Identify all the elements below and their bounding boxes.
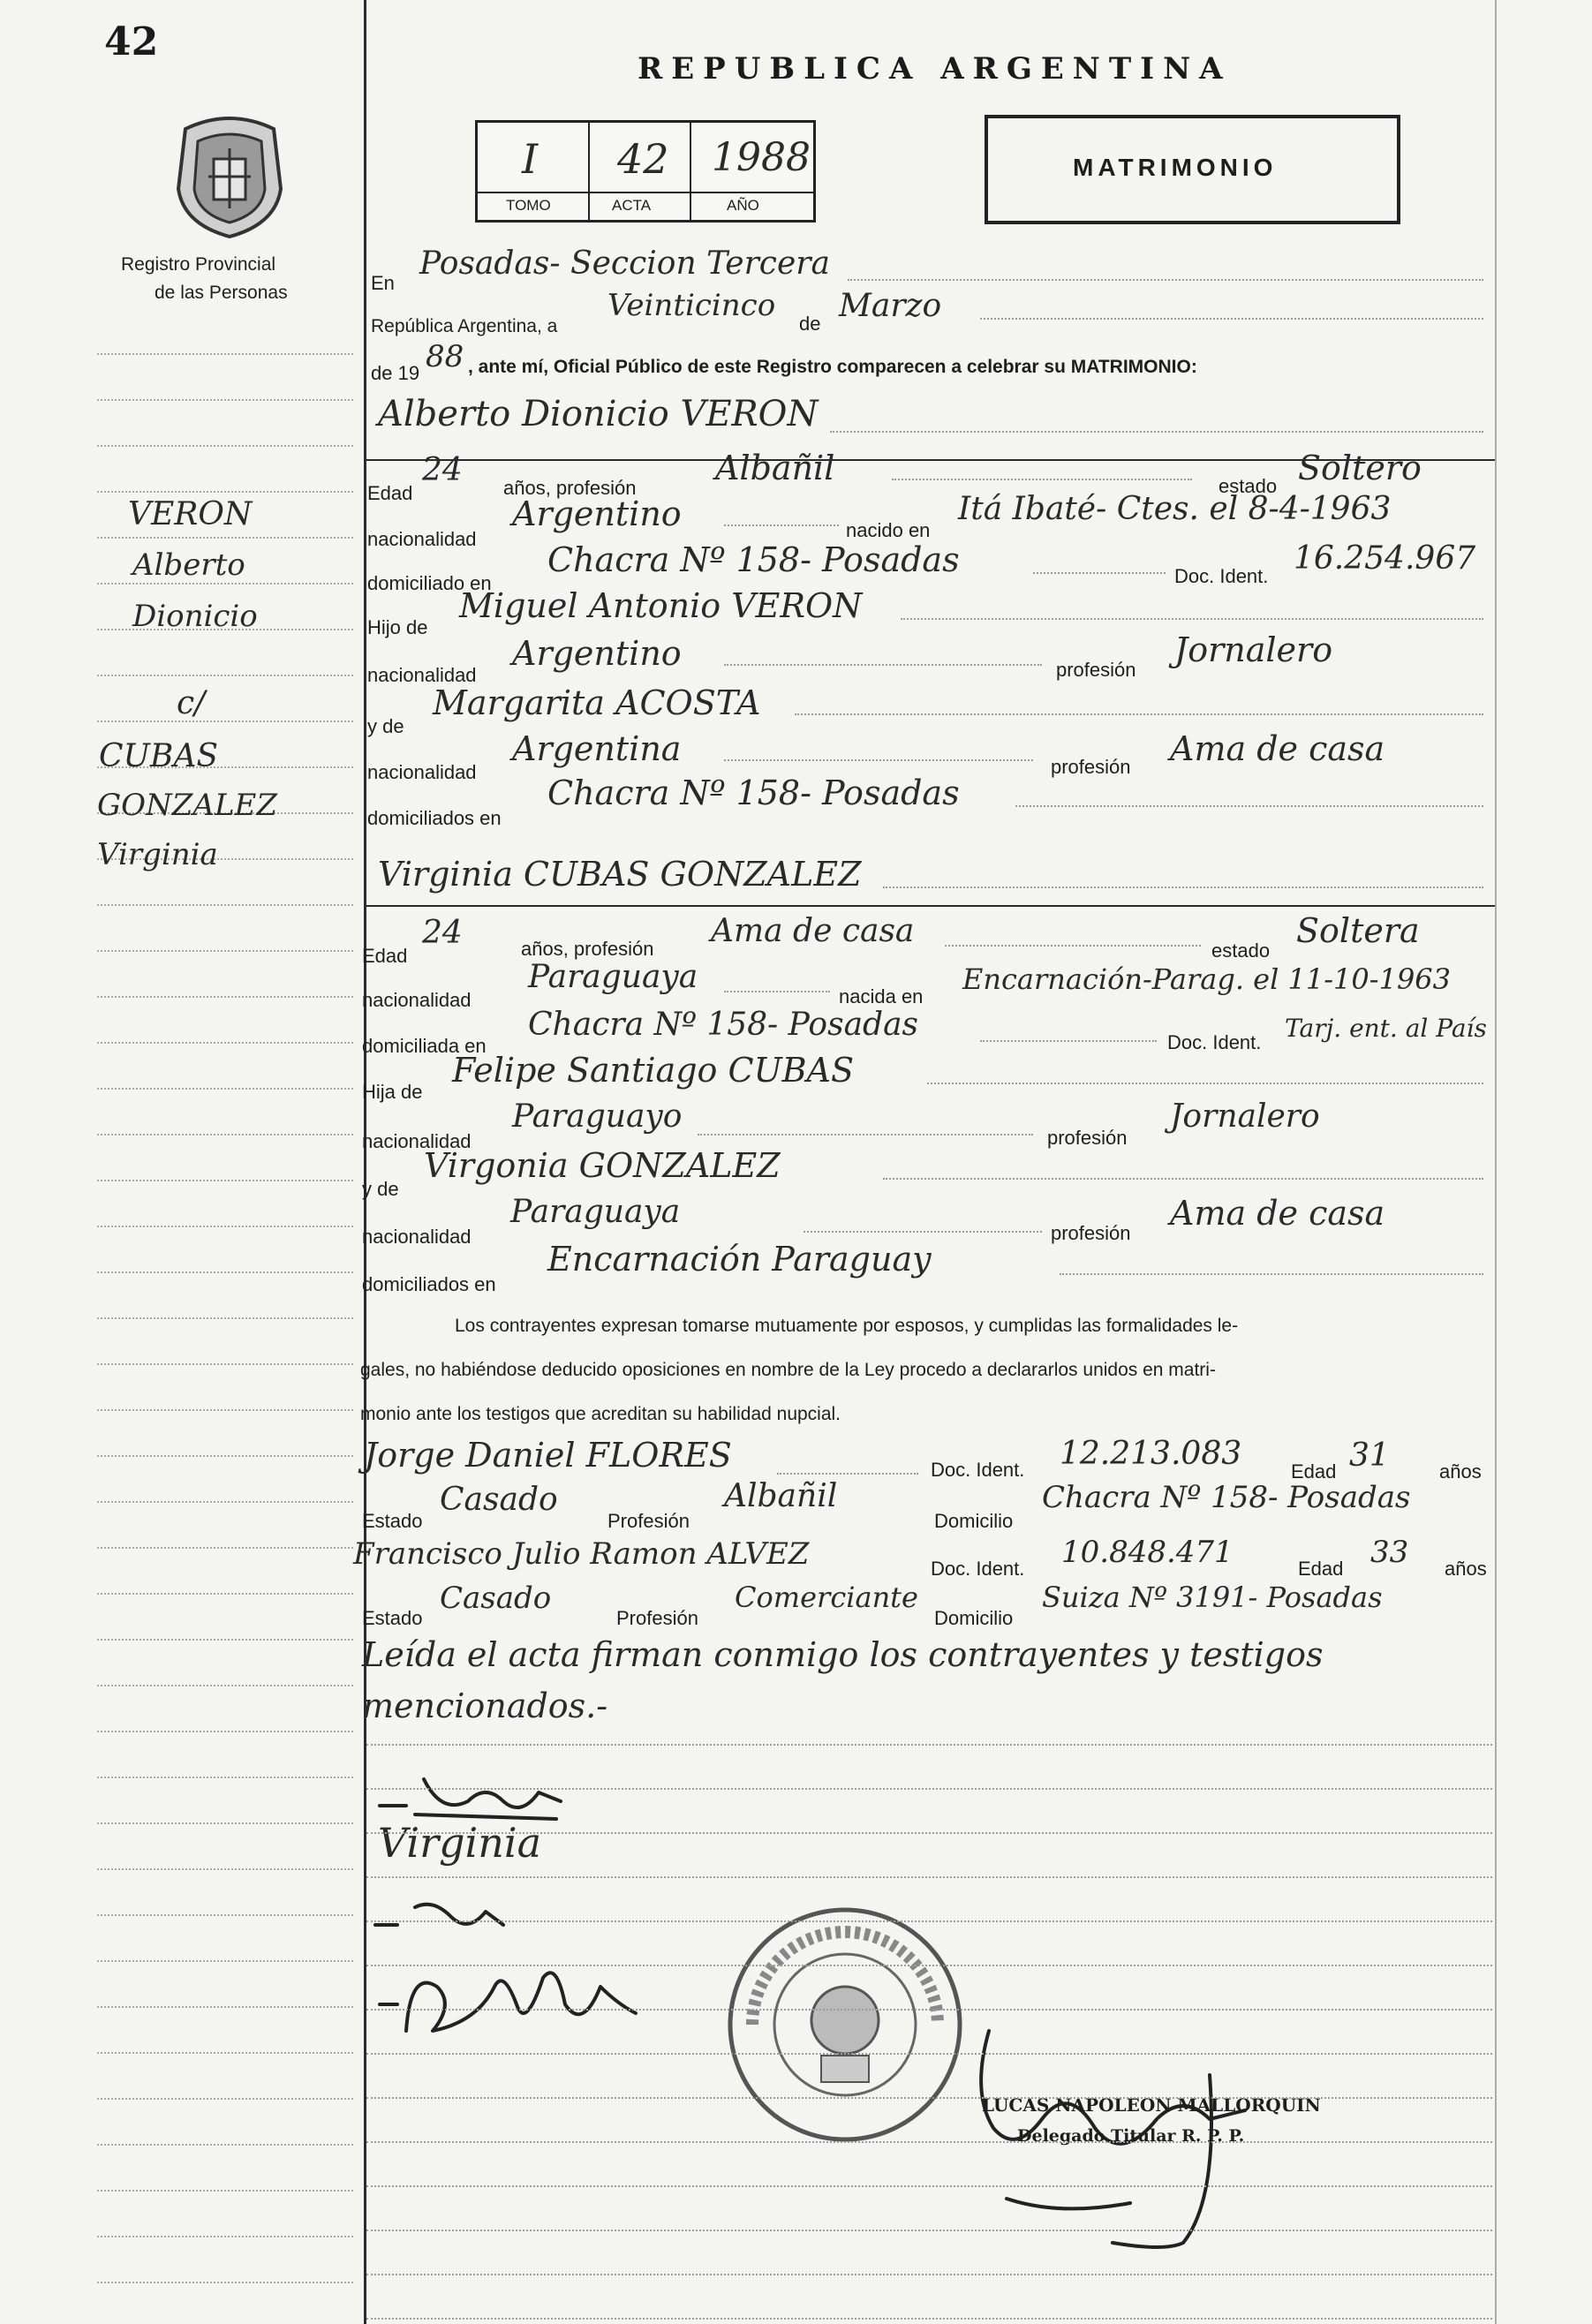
witness1-edad-label: Edad [1291,1460,1337,1483]
witness2-edad-label: Edad [1298,1558,1344,1580]
witness2-profession: Comerciante [735,1581,918,1614]
republica-label: República Argentina, a [371,316,558,336]
witness2-age: 33 [1370,1535,1409,1570]
groom-nacido-label: nacido en [846,519,931,541]
groom-edad-label: Edad [367,482,413,504]
margin-ruling [97,950,353,952]
margin-ruling [97,675,353,676]
bride-father-nat: Paraguayo [512,1098,683,1135]
bride-name: Virginia CUBAS GONZALEZ [378,855,862,894]
margin-ruling [97,1042,353,1044]
groom-mother-prof-label: profesión [1051,756,1131,778]
witness1-doc-label: Doc. Ident. [931,1459,1025,1481]
margin-ruling [97,1226,353,1227]
country-title: REPUBLICA ARGENTINA [638,51,1232,87]
witness1-anos-label: años [1439,1460,1482,1483]
bride-mother-prof-label: profesión [1051,1222,1131,1244]
margin-ruling [97,2190,353,2192]
margin-ruling [97,491,353,493]
body-ruling [366,2274,1492,2275]
bride-parents-address: Encarnación Paraguay [547,1240,932,1279]
bride-born: Encarnación-Parag. el 11-10-1963 [962,962,1452,996]
margin-note-5: CUBAS [99,738,218,774]
margin-note-7: Virginia [97,837,218,872]
witness2-anos-label: años [1445,1558,1487,1580]
official-stamp-icon [717,1897,973,2153]
margin-note-6: GONZALEZ [97,788,277,823]
acta-value: 42 [617,135,669,183]
act-type-box [985,115,1400,224]
witness1-prof-label: Profesión [607,1510,690,1532]
bride-dom-label: domiciliada en [362,1035,487,1057]
bride-nac-label: nacionalidad [362,989,472,1011]
margin-ruling [97,721,353,722]
official-name: LUCAS NAPOLEON MALLORQUIN [982,2094,1321,2116]
margin-ruling [97,353,353,355]
groom-estado: Soltero [1298,449,1422,487]
bride-estado: Soltera [1296,911,1420,950]
margin-ruling [97,1960,353,1962]
margin-ruling [97,1271,353,1273]
groom-nationality: Argentino [512,494,682,533]
anio-value: 1988 [712,135,811,180]
groom-doc-label: Doc. Ident. [1174,565,1269,587]
place-value: Posadas- Seccion Tercera [419,245,830,282]
margin-ruling [97,1731,353,1732]
margin-ruling [97,1639,353,1641]
body-ruling [366,2053,1492,2055]
month-value: Marzo [839,288,942,324]
groom-mother-nac-label: nacionalidad [367,761,477,783]
bride-nationality: Paraguaya [528,959,698,995]
body-ruling [366,1920,1492,1922]
official-title: Delegado Titular R. P. P. [1017,2126,1245,2146]
groom-father-prof: Jornalero [1174,630,1333,669]
declaration-line3: monio ante los testigos que acreditan su habilidad nupcial. [360,1404,841,1424]
margin-ruling [97,399,353,401]
margin-ruling [97,1134,353,1136]
page-number: 42 [104,19,159,64]
body-ruling [366,2009,1492,2011]
margin-ruling [97,537,353,539]
margin-ruling [97,2236,353,2237]
witness1-address: Chacra Nº 158- Posadas [1042,1480,1411,1515]
bride-age: 24 [422,915,463,951]
margin-ruling [97,445,353,447]
witness1-profession: Albañil [724,1478,838,1514]
groom-parents-address: Chacra Nº 158- Posadas [547,773,960,812]
body-ruling [366,1744,1492,1746]
witness2-estado: Casado [440,1581,552,1616]
bride-yde-label: y de [362,1178,399,1200]
tomo-label: TOMO [506,197,551,214]
groom-born: Itá Ibaté- Ctes. el 8-4-1963 [958,491,1392,527]
bride-nacida-label: nacida en [839,985,924,1007]
bride-anos-profesion-label: años, profesión [521,938,654,960]
groom-dom-label: domiciliado en [367,572,492,594]
margin-ruling [97,1777,353,1778]
margin-ruling [97,1363,353,1365]
groom-yde-label: y de [367,715,404,737]
witness2-doc: 10.848.471 [1061,1535,1234,1570]
bride-estado-label: estado [1211,939,1271,962]
margin-ruling [97,2052,353,2054]
bride-edad-label: Edad [362,945,408,967]
margin-note-2: Alberto [132,547,245,583]
witness1-estado: Casado [440,1482,558,1518]
bride-mother-nac-label: nacionalidad [362,1226,472,1248]
bride-father: Felipe Santiago CUBAS [452,1051,854,1090]
witness2-address: Suiza Nº 3191- Posadas [1042,1581,1383,1614]
groom-age: 24 [422,452,463,488]
en-label: En [371,272,395,294]
witness2-prof-label: Profesión [616,1607,698,1629]
margin-ruling [97,1593,353,1595]
margin-ruling [97,1685,353,1686]
bride-profession: Ama de casa [711,913,915,949]
margin-ruling [97,583,353,585]
margin-ruling [97,1822,353,1824]
margin-ruling [97,2144,353,2146]
margin-ruling [97,1317,353,1319]
body-ruling [366,2097,1492,2099]
bride-father-prof: Jornalero [1170,1098,1320,1135]
groom-profession: Albañil [715,449,835,487]
bride-mother-nat: Paraguaya [510,1194,681,1230]
bride-mother-prof: Ama de casa [1170,1194,1385,1233]
bride-section-divider [364,905,1495,907]
bride-address: Chacra Nº 158- Posadas [528,1007,919,1043]
year-prefix: de 19 [371,362,420,384]
closing-line2: mencionados.- [362,1686,608,1725]
groom-nac-label: nacionalidad [367,528,477,550]
groom-doc: 16.254.967 [1294,540,1476,577]
declaration-line2: gales, no habiéndose deducido oposiciones en nombre de la Ley procedo a declararlos unidos en matri- [360,1360,1216,1380]
bride-father-prof-label: profesión [1047,1127,1128,1149]
tomo-value: I [522,135,539,183]
witness1-dom-label: Domicilio [934,1510,1014,1532]
groom-father-nat: Argentino [512,634,682,673]
groom-anos-profesion-label: años, profesión [503,477,637,499]
body-ruling [366,2318,1492,2320]
margin-ruling [97,1547,353,1549]
margin-ruling [97,1455,353,1457]
bride-parents-dom-label: domiciliados en [362,1273,496,1295]
groom-father-prof-label: profesión [1056,659,1136,681]
witness2-doc-label: Doc. Ident. [931,1558,1025,1580]
margin-ruling [97,2282,353,2283]
witness2-name: Francisco Julio Ramon ALVEZ [353,1536,810,1572]
day-value: Veinticinco [607,288,776,323]
margin-ruling [97,1409,353,1411]
witness2-dom-label: Domicilio [934,1607,1014,1629]
registry-name-line1: Registro Provincial [121,254,276,275]
witness1-estado-label: Estado [362,1510,423,1532]
body-ruling [366,1788,1492,1790]
register-box [475,120,816,223]
margin-ruling [97,1180,353,1181]
margin-ruling [97,1088,353,1090]
witness2-estado-label: Estado [362,1607,423,1629]
bride-hija-label: Hija de [362,1081,423,1103]
bride-father-nac-label: nacionalidad [362,1130,472,1152]
margin-ruling [97,2098,353,2100]
witness1-age: 31 [1349,1437,1390,1474]
ante-text: , ante mí, Oficial Público de este Registro comparecen a celebrar su MATRIMONIO: [468,357,1197,377]
groom-parents-dom-label: domiciliados en [367,807,502,829]
closing-line1: Leída el acta firman conmigo los contrayentes y testigos [362,1635,1324,1674]
witness1-name: Jorge Daniel FLORES [364,1436,732,1475]
bride-mother: Virgonia GONZALEZ [424,1146,781,1185]
margin-ruling [97,1501,353,1503]
body-ruling [366,2141,1492,2143]
registry-seal-icon [159,113,300,244]
right-margin-rule [1495,0,1497,2324]
registry-name-line2: de las Personas [155,283,288,303]
margin-ruling [97,996,353,998]
body-ruling [366,1876,1492,1878]
margin-note-3: Dionicio [132,599,258,634]
groom-name: Alberto Dionicio VERON [378,394,819,434]
declaration-line1: Los contrayentes expresan tomarse mutuamente por esposos, y cumplidas las formalidades le- [455,1316,1239,1336]
body-ruling [366,1832,1492,1834]
witness1-doc: 12.213.083 [1060,1436,1242,1472]
groom-father-nac-label: nacionalidad [367,664,477,686]
year-suffix: 88 [426,339,464,374]
de-label: de [799,313,821,335]
left-margin-rule [364,0,366,2324]
act-type: MATRIMONIO [1073,154,1278,181]
body-ruling [366,1965,1492,1966]
margin-ruling [97,904,353,906]
margin-note-4: c/ [177,685,206,721]
acta-label: ACTA [612,197,652,214]
groom-mother: Margarita ACOSTA [433,683,761,722]
margin-ruling [97,1868,353,1870]
anio-label: AÑO [727,197,759,214]
margin-note-1: VERON [128,496,253,532]
bride-doc: Tarj. ent. al País [1285,1014,1487,1043]
groom-address: Chacra Nº 158- Posadas [547,540,960,579]
bride-doc-label: Doc. Ident. [1167,1031,1262,1053]
groom-hijo-label: Hijo de [367,616,428,638]
body-ruling [366,2185,1492,2187]
margin-ruling [97,2006,353,2008]
body-ruling [366,2230,1492,2231]
groom-mother-prof: Ama de casa [1170,729,1385,768]
groom-estado-label: estado [1219,475,1278,497]
margin-ruling [97,1914,353,1916]
groom-father: Miguel Antonio VERON [459,586,863,625]
groom-mother-nat: Argentina [512,729,682,768]
bride-signature: Virginia [378,1819,542,1867]
